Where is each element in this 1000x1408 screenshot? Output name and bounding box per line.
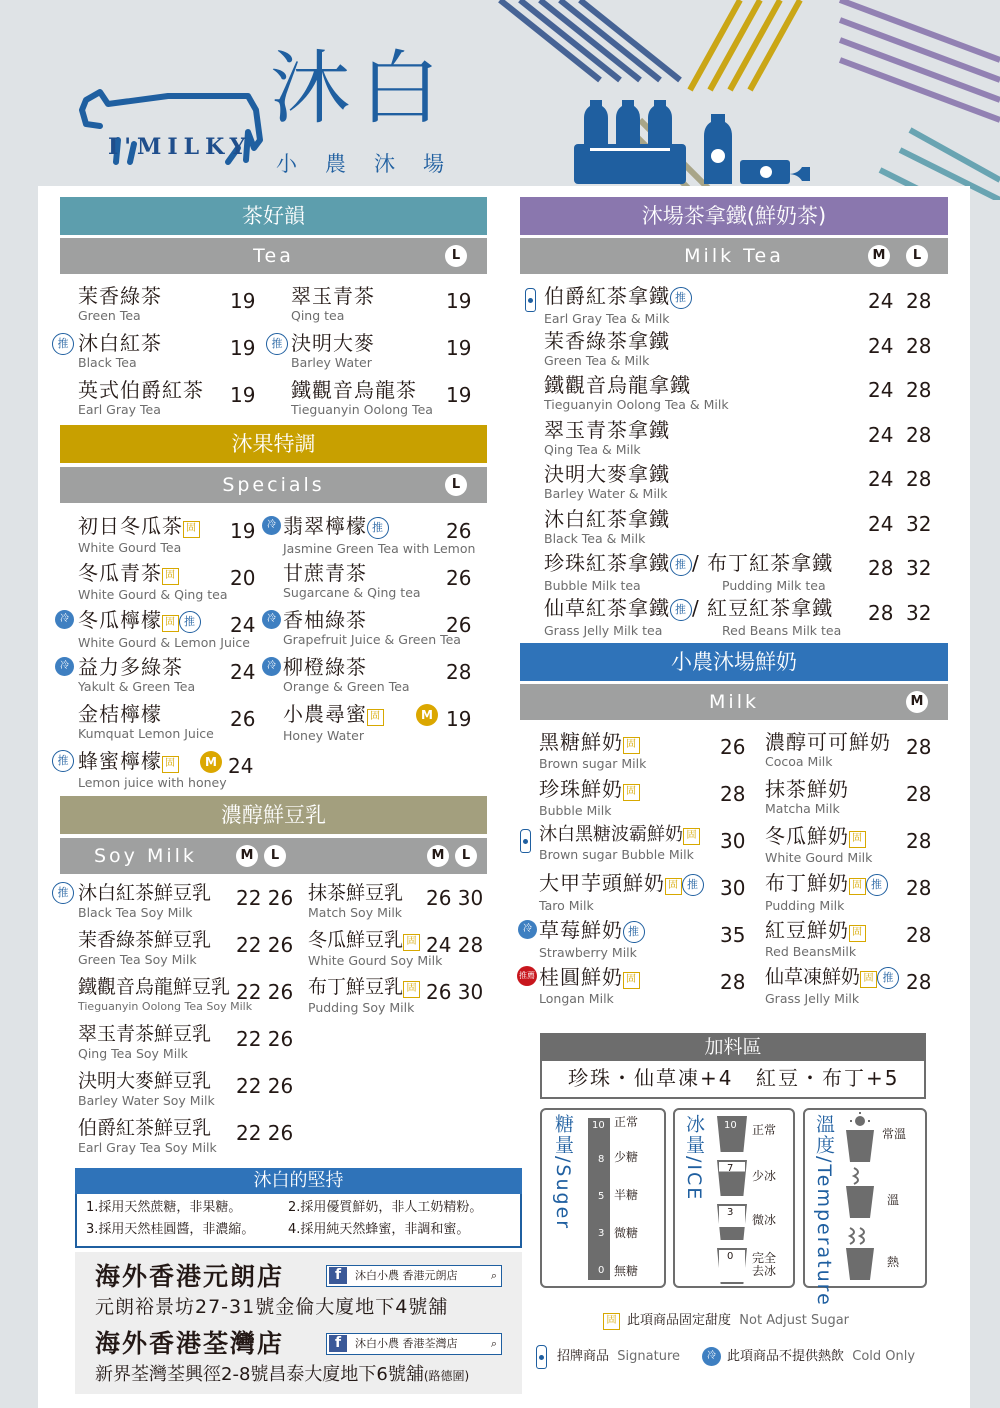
recommend-icon: 推 [179, 611, 201, 633]
recommend-icon: 推 [682, 874, 704, 896]
store-name: 海外香港元朗店 [95, 1262, 285, 1291]
hot-cup-icon [842, 1226, 878, 1282]
fixed-sugar-icon: 固 [403, 934, 420, 951]
item-price: 26 [446, 566, 472, 590]
temp-label: 溫度/Temperature [813, 1114, 835, 1307]
fixed-sugar-icon: 固 [403, 981, 420, 998]
size-l-badge: L [445, 245, 467, 267]
menu-item: 珍珠鮮奶 固 Bubble Milk [539, 779, 640, 818]
milk-header: 小農沐場鮮奶 [520, 643, 948, 681]
recommend-icon: 推 [367, 517, 389, 539]
menu-item: 英式伯爵紅茶 Earl Gray Tea [78, 378, 204, 417]
fixed-sugar-icon: 固 [849, 831, 866, 848]
sugar-level: 半糖 [614, 1188, 639, 1202]
legend-cold: 此項商品不提供熱飲 Cold Only [727, 1349, 916, 1364]
fixed-sugar-icon: 固 [162, 568, 179, 585]
recommend-icon: 推 [52, 750, 74, 772]
item-price: 28 [906, 923, 932, 947]
item-price: 26 30 [426, 886, 484, 910]
sugar-tick: 3 [598, 1228, 605, 1239]
recommend-icon: 推 [877, 967, 899, 989]
search-icon: ⌕ [490, 1337, 497, 1350]
item-price: 19 [446, 289, 472, 313]
store-name: 海外香港荃灣店 [95, 1329, 285, 1358]
menu-item: 沐白紅茶鮮豆乳 Black Tea Soy Milk [78, 882, 212, 920]
menu-item: 小農尋蜜 固 Honey Water [283, 704, 384, 743]
item-price: 26 [446, 613, 472, 637]
menu-item: 沐白紅茶拿鐵 Black Tea & Milk [544, 507, 670, 546]
recommend-icon: 推 [623, 921, 645, 943]
menu-item: 蜂蜜檸檬 固 Lemon juice with honey [78, 749, 227, 790]
menu-item: 沐白黑糖波霸鮮奶 固 Brown sugar Bubble Milk [539, 826, 700, 862]
item-price: 28 [446, 660, 472, 684]
cold-only-icon: 冷 [262, 657, 281, 676]
brand-name-en: I'MILKY [108, 134, 252, 160]
temp-level: 常溫 [882, 1127, 907, 1141]
ice-level: 少冰 [752, 1169, 777, 1183]
cold-only-icon: 冷 [262, 610, 281, 629]
signature-bottle-icon [525, 288, 536, 312]
item-price: 28 [906, 970, 932, 994]
item-price: 22 26 [236, 933, 294, 957]
item-price-l: 28 [906, 334, 932, 358]
recommend-icon: 推 [670, 554, 692, 576]
item-price: 19 [230, 383, 256, 407]
fixed-sugar-icon: 固 [665, 878, 682, 895]
search-icon: ⌕ [490, 1269, 497, 1282]
menu-item: 決明大麥 Barley Water [291, 331, 375, 370]
size-l-badge: L [455, 845, 477, 867]
menu-item: 益力多綠茶 Yakult & Green Tea [78, 655, 196, 694]
ice-level: 微冰 [752, 1213, 777, 1227]
fixed-sugar-icon: 固 [623, 737, 640, 754]
item-price-l: 28 [906, 423, 932, 447]
principle-2: 2.採用優質鮮奶，非人工奶精粉。 [288, 1200, 483, 1215]
recommend-icon: 推 [670, 599, 692, 621]
item-price: 19 [230, 289, 256, 313]
size-m-badge: M [868, 245, 890, 267]
menu-item: 鐵觀音烏龍茶 Tieguanyin Oolong Tea [291, 378, 433, 417]
item-price: 26 30 [426, 980, 484, 1004]
milktea-header: 沐場茶拿鐵(鮮奶茶) [520, 197, 948, 235]
recommend-red-icon: 推薦 [517, 966, 537, 986]
menu-item: 翠玉青茶鮮豆乳 Qing Tea Soy Milk [78, 1023, 212, 1061]
fixed-sugar-icon: 固 [849, 925, 866, 942]
toppings-line-1: 珍珠・仙草凍+4 [568, 1066, 734, 1090]
temp-level: 熱 [887, 1255, 900, 1269]
cold-only-icon: 冷 [518, 920, 537, 939]
item-price: 24 28 [426, 933, 484, 957]
item-price: 26 [720, 735, 746, 759]
fixed-sugar-icon: 固 [683, 828, 700, 845]
specials-header: 沐果特調 [60, 425, 487, 463]
menu-item: 濃醇可可鮮奶 Cocoa Milk [765, 730, 891, 769]
item-price: 26 [230, 707, 256, 731]
item-price: 28 [720, 970, 746, 994]
sun-cup-icon [842, 1112, 878, 1164]
item-price: 24 [228, 754, 254, 778]
facebook-icon: f [329, 1267, 347, 1284]
menu-item: 冬瓜檸檬 固 推 White Gourd & Lemon Juice [78, 608, 250, 650]
menu-item: 冬瓜青茶 固 White Gourd & Qing tea [78, 561, 228, 602]
facebook-page-name: 沐白小農 香港元朗店 [355, 1269, 458, 1282]
store-address: 元朗裕景坊27-31號金倫大廈地下4號舖 [95, 1296, 449, 1318]
menu-item: 仙草紅茶拿鐵 推 / 紅豆紅茶拿鐵 Grass Jelly Milk tea Red Beans Milk tea [544, 596, 842, 638]
item-price-l: 32 [906, 512, 932, 536]
menu-item: 桂圓鮮奶 固 Longan Milk [539, 967, 640, 1006]
milktea-subtitle: Milk Tea [684, 245, 784, 267]
fixed-sugar-icon: 固 [623, 784, 640, 801]
fixed-sugar-icon: 固 [860, 971, 877, 988]
size-m-badge: M [416, 704, 438, 726]
fixed-sugar-icon: 固 [623, 972, 640, 989]
menu-item: 布丁鮮奶 固 推 Pudding Milk [765, 873, 888, 913]
item-price-m: 28 [868, 601, 894, 625]
principles-header: 沐白的堅持 [75, 1168, 522, 1194]
fixed-sugar-icon: 固 [183, 521, 200, 538]
toppings-header: 加料區 [540, 1033, 926, 1061]
ice-cup-value: 7 [727, 1163, 734, 1174]
tea-subheader [60, 238, 487, 274]
item-price: 28 [906, 876, 932, 900]
sugar-tick: 5 [598, 1191, 605, 1202]
recommend-icon: 推 [52, 882, 74, 904]
menu-item: 布丁鮮豆乳 固 Pudding Soy Milk [308, 978, 420, 1015]
fixed-sugar-icon: 固 [367, 709, 384, 726]
fixed-sugar-icon: 固 [162, 615, 179, 632]
item-price: 22 26 [236, 1027, 294, 1051]
item-price: 19 [230, 519, 256, 543]
principle-4: 4.採用純天然蜂蜜，非調和蜜。 [288, 1222, 470, 1237]
specials-subheader [60, 467, 487, 503]
size-l-badge: L [445, 474, 467, 496]
item-price: 19 [446, 336, 472, 360]
menu-item: 草莓鮮奶 推 Strawberry Milk [539, 920, 645, 960]
principle-1: 1.採用天然蔗糖，非果糖。 [86, 1200, 242, 1215]
size-l-badge: L [906, 245, 928, 267]
item-price: 19 [446, 383, 472, 407]
brand-name-zh: 沐白 [270, 42, 450, 135]
menu-item: 翠玉青茶 Qing tea [291, 284, 375, 323]
facebook-icon: f [329, 1335, 347, 1352]
menu-item: 初日冬瓜茶 固 White Gourd Tea [78, 516, 200, 555]
menu-item: 茉香綠茶鮮豆乳 Green Tea Soy Milk [78, 929, 212, 967]
cold-only-icon: 冷 [702, 1347, 721, 1366]
item-price: 26 [446, 519, 472, 543]
sugar-tick: 10 [592, 1120, 605, 1131]
item-price: 30 [720, 876, 746, 900]
menu-item: 伯爵紅茶拿鐵 推 Earl Gray Tea & Milk [544, 286, 692, 326]
menu-item: 仙草凍鮮奶 固 推 Grass Jelly Milk [765, 967, 899, 1006]
temp-level: 溫 [887, 1193, 900, 1207]
item-price: 22 26 [236, 886, 294, 910]
menu-item: 翡翠檸檬 推 Jasmine Green Tea with Lemon [283, 514, 476, 556]
item-price-m: 24 [868, 378, 894, 402]
sugar-tick: 0 [598, 1265, 605, 1276]
cold-only-icon: 冷 [262, 516, 281, 535]
sugar-level: 正常 [614, 1115, 639, 1129]
item-price: 24 [230, 660, 256, 684]
recommend-icon: 推 [266, 333, 288, 355]
menu-item: 翠玉青茶拿鐵 Qing Tea & Milk [544, 418, 670, 457]
soy-subheader [60, 838, 487, 874]
milktea-subheader [520, 238, 948, 274]
tea-header: 茶好韻 [60, 197, 487, 235]
item-price-l: 28 [906, 467, 932, 491]
size-l-badge: L [264, 845, 286, 867]
item-price-m: 24 [868, 423, 894, 447]
legend-signature: 招牌商品 Signature [557, 1349, 680, 1364]
item-price: 30 [720, 829, 746, 853]
item-price: 19 [230, 336, 256, 360]
menu-item: 珍珠紅茶拿鐵 推 / 布丁紅茶拿鐵 Bubble Milk tea Pudding Milk tea [544, 551, 834, 593]
ice-level: 正常 [752, 1123, 777, 1137]
store-address: 新界荃灣荃興徑2-8號昌泰大廈地下6號舖(路德圍) [95, 1364, 470, 1385]
item-price: 22 26 [236, 980, 294, 1004]
principle-3: 3.採用天然桂圓醬，非濃縮。 [86, 1222, 255, 1237]
menu-item: 鐵觀音烏龍鮮豆乳 Tieguanyin Oolong Tea Soy Milk [78, 976, 253, 1013]
ice-cup-value: 3 [727, 1207, 734, 1218]
menu-item: 沐白紅茶 Black Tea [78, 331, 162, 370]
item-price-l: 28 [906, 378, 932, 402]
recommend-icon: 推 [866, 874, 888, 896]
item-price-m: 24 [868, 467, 894, 491]
cold-only-icon: 冷 [55, 657, 74, 676]
sugar-label: 糖量/Suger [552, 1114, 574, 1231]
ice-level: 完全去冰 [752, 1251, 777, 1279]
menu-item: 冬瓜鮮奶 固 White Gourd Milk [765, 824, 873, 865]
sugar-tick: 8 [598, 1154, 605, 1165]
item-price-m: 24 [868, 334, 894, 358]
warm-cup-icon [842, 1166, 878, 1220]
fixed-sugar-icon: 固 [849, 878, 866, 895]
toppings-line-2: 紅豆・布丁+5 [756, 1066, 900, 1090]
menu-item: 鐵觀音烏龍拿鐵 Tieguanyin Oolong Tea & Milk [544, 373, 729, 412]
facebook-page[interactable] [326, 1333, 502, 1355]
item-price: 35 [720, 923, 746, 947]
item-price: 28 [906, 782, 932, 806]
menu-item: 抹茶鮮豆乳 Match Soy Milk [308, 882, 404, 920]
item-price: 22 26 [236, 1074, 294, 1098]
ice-label: 冰量/ICE [683, 1114, 705, 1202]
soy-subtitle: Soy Milk [94, 845, 197, 867]
brand-subtitle: 小農沐場 [276, 152, 472, 176]
menu-item: 決明大麥鮮豆乳 Barley Water Soy Milk [78, 1070, 215, 1108]
facebook-page-name: 沐白小農 香港荃灣店 [355, 1337, 458, 1350]
menu-item: 柳橙綠茶 Orange & Green Tea [283, 655, 410, 694]
menu-item: 甘蔗青茶 Sugarcane & Qing tea [283, 561, 421, 600]
item-price: 28 [906, 829, 932, 853]
ice-cup-value: 0 [727, 1251, 734, 1262]
item-price: 20 [230, 566, 256, 590]
legend-fixed: 此項商品固定甜度 Not Adjust Sugar [627, 1313, 850, 1328]
recommend-icon: 推 [52, 333, 74, 355]
menu-item: 抹茶鮮奶 Matcha Milk [765, 777, 849, 816]
item-price: 19 [446, 707, 472, 731]
item-price: 28 [906, 735, 932, 759]
facebook-page[interactable] [326, 1265, 502, 1287]
item-price-m: 28 [868, 556, 894, 580]
cold-only-icon: 冷 [55, 610, 74, 629]
signature-bottle-icon [536, 1345, 547, 1369]
menu-item: 冬瓜鮮豆乳 固 White Gourd Soy Milk [308, 929, 443, 968]
menu-item: 黑糖鮮奶 固 Brown sugar Milk [539, 730, 647, 771]
item-price-l: 28 [906, 289, 932, 313]
menu-item: 茉香綠茶拿鐵 Green Tea & Milk [544, 329, 670, 368]
sugar-level: 微糖 [614, 1226, 639, 1240]
size-m-badge: M [200, 751, 222, 773]
milk-subtitle: Milk [709, 691, 759, 713]
item-price-l: 32 [906, 601, 932, 625]
specials-subtitle: Specials [222, 474, 325, 496]
size-m-badge: M [236, 845, 258, 867]
signature-bottle-icon [520, 829, 531, 853]
brand-logo [78, 44, 548, 184]
item-price-m: 24 [868, 289, 894, 313]
soy-header: 濃醇鮮豆乳 [60, 796, 487, 834]
size-m-badge: M [906, 691, 928, 713]
milk-bottles-icon [570, 98, 820, 186]
item-price-l: 32 [906, 556, 932, 580]
fixed-sugar-icon: 固 [603, 1313, 620, 1330]
menu-item: 紅豆鮮奶 固 Red BeansMilk [765, 920, 866, 959]
tea-subtitle: Tea [253, 245, 294, 267]
menu-item: 茉香綠茶 Green Tea [78, 284, 162, 323]
sugar-level: 無糖 [614, 1264, 639, 1278]
menu-item: 決明大麥拿鐵 Barley Water & Milk [544, 462, 670, 501]
fixed-sugar-icon: 固 [162, 756, 179, 773]
menu-item: 大甲芋頭鮮奶 固 推 Taro Milk [539, 873, 704, 913]
ice-cup-value: 10 [724, 1120, 737, 1131]
item-price: 28 [720, 782, 746, 806]
size-m-badge: M [427, 845, 449, 867]
item-price-m: 24 [868, 512, 894, 536]
menu-item: 金桔檸檬 Kumquat Lemon Juice [78, 702, 214, 741]
menu-item: 香柚綠茶 Grapefruit Juice & Green Tea [283, 608, 461, 647]
sugar-level: 少糖 [614, 1150, 639, 1164]
item-price: 22 26 [236, 1121, 294, 1145]
item-price: 24 [230, 613, 256, 637]
milk-subheader [520, 684, 948, 720]
recommend-icon: 推 [670, 287, 692, 309]
menu-item: 伯爵紅茶鮮豆乳 Earl Gray Tea Soy Milk [78, 1117, 217, 1155]
